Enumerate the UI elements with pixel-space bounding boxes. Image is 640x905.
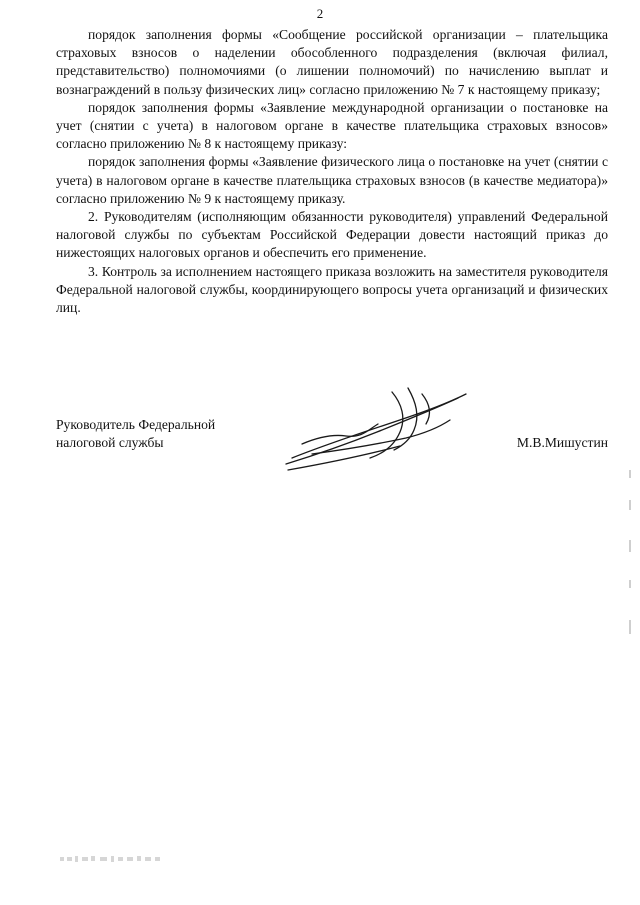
signer-position xyxy=(56,416,256,452)
signature-block xyxy=(56,416,608,476)
paragraph-item-3: 3. Контроль за исполнением настоящего приказа возложить на заместителя руководителя Федеральной налоговой службы, координирующего вопросы учета организаций и физических лиц. xyxy=(56,263,608,316)
paragraph-item-2: 2. Руководителям (исполняющим обязанности руководителя) управлений Федеральной налоговой службы по субъектам Российской Федерации довести настоящий приказ до нижестоящих налоговых органов и обеспечить его применение. xyxy=(56,209,608,261)
paragraph-form-appendix-8: порядок заполнения формы «Заявление международной организации о постановке на учет (снятии с учета) в налоговом органе в качестве плательщика страховых взносов» согласно приложению № 8 к настоящему приказу: xyxy=(56,99,608,152)
signer-position-line-1: Руководитель Федеральной xyxy=(56,417,216,432)
signer-name: М.В.Мишустин xyxy=(516,435,608,450)
faint-scan-mark xyxy=(60,852,170,866)
paragraph-form-appendix-9: порядок заполнения формы «Заявление физического лица о постановке на учет (снятии с учета) в налоговом органе в качестве плательщика страховых взносов (в качестве медиатора)» согласно приложению № 9 к настоящему приказу. xyxy=(56,154,608,206)
signer-position-line-2: налоговой службы xyxy=(56,435,164,451)
paragraph-form-appendix-7: порядок заполнения формы «Сообщение российской организации – плательщика страховых взносов о наделении обособленного подразделения (включая филиал, представительство) полномочиями (о лишении полномочий) по начислению выплат и вознаграждений в пользу физических лиц» согласно приложению № 7 к настоящему приказу; xyxy=(56,27,608,97)
document-body xyxy=(56,26,608,317)
handwritten-signature xyxy=(282,384,472,474)
page-number: 2 xyxy=(316,6,324,21)
scan-edge-mark xyxy=(628,470,632,640)
